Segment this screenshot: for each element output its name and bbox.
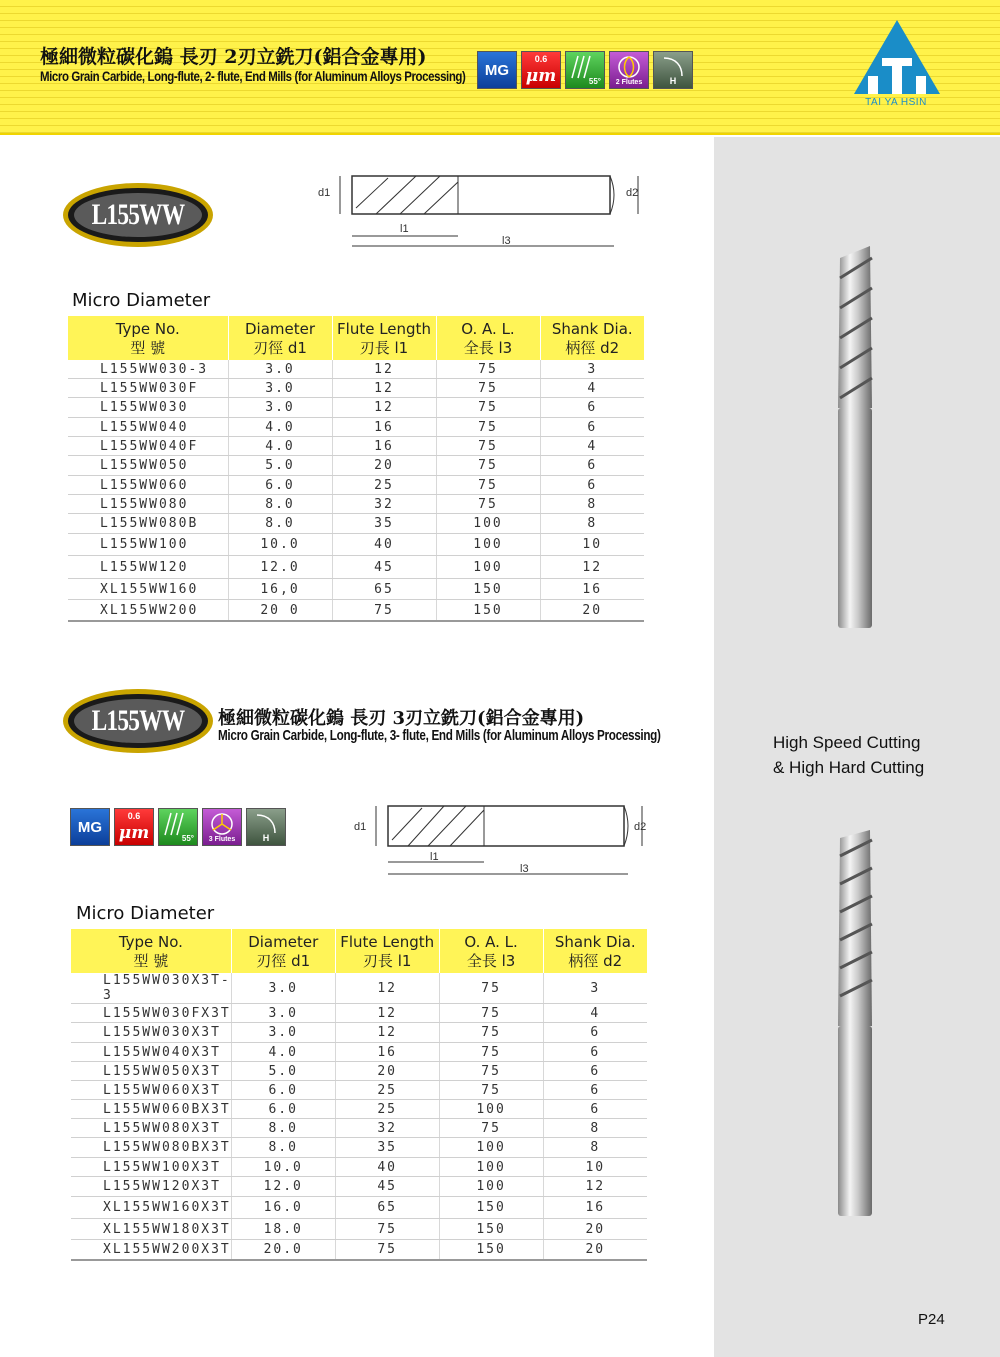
table-cell: 12.0: [231, 1177, 335, 1197]
table-cell: 8: [543, 1119, 647, 1138]
table-cell: 4: [540, 437, 644, 456]
column-header-zh: 刃長 l1: [362, 952, 412, 970]
table-cell: 6.0: [228, 476, 332, 495]
column-header-zh: 刃長 l1: [359, 339, 409, 357]
table-cell: XL155WW180X3T: [71, 1219, 231, 1240]
table-row: [71, 1158, 647, 1177]
table-cell: L155WW120X3T: [71, 1177, 231, 1197]
table-row: [68, 360, 644, 379]
micron-icon: 0.6 μm: [114, 808, 154, 846]
table-cell: 12: [332, 360, 436, 379]
table-row: [71, 1043, 647, 1062]
table-cell: 3.0: [231, 1004, 335, 1023]
table-cell: 3: [543, 973, 647, 1004]
table-cell: L155WW060BX3T: [71, 1100, 231, 1119]
table-cell: 3: [540, 360, 644, 379]
table-row: [68, 398, 644, 418]
table-cell: 6: [543, 1043, 647, 1062]
table-cell: 45: [335, 1177, 439, 1197]
table-cell: 6: [540, 398, 644, 418]
helix-angle-icon: 55°: [565, 51, 605, 89]
column-header: [540, 316, 644, 360]
helix-angle-icon: 55°: [158, 808, 198, 846]
three-flutes-icon: 3 Flutes: [202, 808, 242, 846]
table-cell: 20: [335, 1062, 439, 1081]
two-flutes-icon: 2 Flutes: [609, 51, 649, 89]
table-cell: 75: [436, 476, 540, 495]
table-cell: 12.0: [228, 556, 332, 579]
table-row: [68, 514, 644, 534]
table-row: [68, 600, 644, 622]
table-cell: 16: [543, 1197, 647, 1219]
table-cell: 16: [335, 1043, 439, 1062]
table-cell: 10: [540, 534, 644, 556]
table-cell: 20: [332, 456, 436, 476]
table-cell: 12: [332, 398, 436, 418]
table-cell: 20: [543, 1219, 647, 1240]
column-header-en: Flute Length: [337, 320, 431, 338]
table-cell: 150: [439, 1197, 543, 1219]
company-logo-text: TAI YA HSIN: [865, 97, 927, 108]
table-cell: 10.0: [228, 534, 332, 556]
table-cell: 100: [439, 1138, 543, 1158]
table-cell: XL155WW160: [68, 579, 228, 600]
table-cell: 75: [439, 1062, 543, 1081]
table-cell: 6.0: [231, 1100, 335, 1119]
table-cell: L155WW080: [68, 495, 228, 514]
column-header-zh: 型 號: [130, 339, 166, 357]
table-row: [71, 1119, 647, 1138]
table-cell: L155WW050: [68, 456, 228, 476]
table-row: [71, 1177, 647, 1197]
column-header: [231, 929, 335, 973]
spec-table-1: [68, 316, 644, 622]
d2-label: d2: [634, 821, 647, 833]
table-cell: 10.0: [231, 1158, 335, 1177]
table-row: [71, 1100, 647, 1119]
column-header-zh: 柄徑 d2: [565, 339, 620, 357]
table-cell: 65: [332, 579, 436, 600]
column-header-zh: 刃徑 d1: [253, 339, 307, 357]
table-row: [71, 1197, 647, 1219]
table-cell: 3.0: [228, 398, 332, 418]
table-cell: 8: [540, 495, 644, 514]
table-cell: 100: [436, 556, 540, 579]
side-caption: [773, 730, 924, 780]
table-cell: 75: [436, 360, 540, 379]
column-header: [332, 316, 436, 360]
table-cell: 35: [335, 1138, 439, 1158]
table-cell: 75: [436, 495, 540, 514]
page-number: P24: [918, 1311, 945, 1328]
table-cell: 75: [439, 1004, 543, 1023]
table-cell: 150: [436, 579, 540, 600]
table-cell: L155WW030X3T: [71, 1023, 231, 1043]
mg-icon: MG: [477, 51, 517, 89]
table-cell: L155WW040X3T: [71, 1043, 231, 1062]
l1-label: l1: [430, 851, 439, 863]
badge-text-1: L155WW: [91, 198, 185, 231]
column-header-en: Diameter: [248, 933, 319, 951]
d1-label: d1: [354, 821, 367, 833]
two-flute-endmill-image: [826, 238, 886, 630]
page-title-zh: 極細微粒碳化鎢 長刃 2刃立銑刀(鋁合金專用): [40, 46, 427, 68]
column-header: [335, 929, 439, 973]
column-header-en: Flute Length: [340, 933, 435, 951]
column-header-en: Shank Dia.: [554, 933, 636, 951]
table-cell: 4.0: [228, 418, 332, 437]
table-cell: 75: [439, 1043, 543, 1062]
table-cell: 6: [540, 456, 644, 476]
table-cell: 20.0: [231, 1240, 335, 1261]
column-header-en: Diameter: [244, 320, 316, 338]
column-header: [439, 929, 543, 973]
table-row: [71, 1023, 647, 1043]
table-cell: 75: [436, 437, 540, 456]
table-cell: 5.0: [228, 456, 332, 476]
badge-text-2: L155WW: [91, 704, 185, 737]
feature-icons-2: [70, 808, 286, 846]
subtitle-micro-diameter-2: Micro Diameter: [76, 903, 215, 924]
table-cell: 3.0: [231, 1023, 335, 1043]
table-row: [68, 456, 644, 476]
table-cell: L155WW030: [68, 398, 228, 418]
table-cell: 16: [540, 579, 644, 600]
table-row: [71, 1081, 647, 1100]
table-cell: L155WW050X3T: [71, 1062, 231, 1081]
table-cell: 100: [436, 514, 540, 534]
table-header-row: [68, 316, 644, 360]
table-cell: 4.0: [231, 1043, 335, 1062]
table-cell: 100: [439, 1177, 543, 1197]
table-cell: 8.0: [228, 514, 332, 534]
table-header-row: [71, 929, 647, 973]
table-cell: 8.0: [231, 1119, 335, 1138]
table-cell: 3.0: [231, 973, 335, 1004]
column-header: [71, 929, 231, 973]
table-cell: L155WW100: [68, 534, 228, 556]
table-cell: 25: [335, 1100, 439, 1119]
column-header-zh: 型 號: [133, 952, 169, 970]
column-header: [228, 316, 332, 360]
column-header-zh: 刃徑 d1: [256, 952, 311, 970]
side-caption-line1: High Speed Cutting: [773, 733, 921, 752]
table-cell: 6: [543, 1081, 647, 1100]
table-row: [68, 556, 644, 579]
table-cell: 40: [332, 534, 436, 556]
table-cell: 75: [436, 379, 540, 398]
table-cell: 8: [543, 1138, 647, 1158]
table-cell: XL155WW200X3T: [71, 1240, 231, 1261]
table-cell: 12: [543, 1177, 647, 1197]
subtitle-micro-diameter-1: Micro Diameter: [72, 290, 211, 311]
table-cell: 40: [335, 1158, 439, 1177]
table-cell: 75: [436, 418, 540, 437]
side-caption-line2: & High Hard Cutting: [773, 758, 925, 777]
table-row: [71, 1062, 647, 1081]
section2-title-zh: 極細微粒碳化鎢 長刃 3刃立銑刀(鋁合金專用): [218, 708, 585, 729]
table-row: [68, 437, 644, 456]
d2-label: d2: [626, 187, 639, 199]
table-cell: 8.0: [231, 1138, 335, 1158]
column-header-en: Type No.: [115, 320, 180, 338]
table-cell: 6: [540, 476, 644, 495]
table-row: [68, 476, 644, 495]
table-cell: 75: [332, 600, 436, 622]
table-cell: 6.0: [231, 1081, 335, 1100]
table-cell: 65: [335, 1197, 439, 1219]
table-cell: 75: [439, 1081, 543, 1100]
dimension-diagram-2: [348, 800, 658, 882]
table-cell: XL155WW200: [68, 600, 228, 622]
table-row: [71, 1240, 647, 1261]
l1-label: l1: [400, 223, 409, 235]
table-cell: L155WW030-3: [68, 360, 228, 379]
company-logo-icon: [852, 18, 942, 108]
table-row: [71, 1138, 647, 1158]
table-row: [68, 379, 644, 398]
table-cell: L155WW080X3T: [71, 1119, 231, 1138]
table-cell: 20: [540, 600, 644, 622]
column-header-en: Type No.: [118, 933, 183, 951]
table-cell: 150: [436, 600, 540, 622]
table-cell: 16,0: [228, 579, 332, 600]
column-header: [68, 316, 228, 360]
table-cell: L155WW120: [68, 556, 228, 579]
table-cell: L155WW030X3T-3: [71, 973, 231, 1004]
table-row: [68, 418, 644, 437]
table-cell: 32: [335, 1119, 439, 1138]
table-row: [68, 579, 644, 600]
table-cell: 10: [543, 1158, 647, 1177]
column-header-zh: 全長 l3: [466, 952, 516, 970]
table-row: [71, 1004, 647, 1023]
column-header-en: O. A. L.: [461, 320, 515, 338]
table-cell: 12: [332, 379, 436, 398]
table-cell: 16: [332, 437, 436, 456]
table-cell: 32: [332, 495, 436, 514]
table-cell: 75: [436, 398, 540, 418]
table-cell: 16.0: [231, 1197, 335, 1219]
table-cell: 12: [335, 1004, 439, 1023]
table-cell: 5.0: [231, 1062, 335, 1081]
table-cell: 4: [540, 379, 644, 398]
product-badge-1: [62, 182, 214, 248]
table-cell: 35: [332, 514, 436, 534]
table-cell: 16: [332, 418, 436, 437]
table-cell: 75: [335, 1240, 439, 1261]
table-cell: L155WW100X3T: [71, 1158, 231, 1177]
three-flute-endmill-image: [826, 826, 886, 1218]
table-cell: 6: [543, 1062, 647, 1081]
table-cell: 75: [439, 1023, 543, 1043]
table-cell: 150: [439, 1219, 543, 1240]
d1-label: d1: [318, 187, 331, 199]
column-header: [436, 316, 540, 360]
table-cell: 3.0: [228, 379, 332, 398]
table-cell: 4: [543, 1004, 647, 1023]
table-cell: 100: [439, 1100, 543, 1119]
table-cell: 75: [436, 456, 540, 476]
table-cell: L155WW030FX3T: [71, 1004, 231, 1023]
column-header-en: Shank Dia.: [551, 320, 633, 338]
table-cell: 75: [439, 973, 543, 1004]
l3-label: l3: [520, 863, 529, 875]
table-cell: 6: [543, 1100, 647, 1119]
table-cell: 18.0: [231, 1219, 335, 1240]
table-cell: 8.0: [228, 495, 332, 514]
table-cell: L155WW060X3T: [71, 1081, 231, 1100]
l3-label: l3: [502, 235, 511, 247]
column-header-zh: 全長 l3: [463, 339, 513, 357]
table-cell: L155WW080B: [68, 514, 228, 534]
table-cell: 4.0: [228, 437, 332, 456]
table-row: [71, 973, 647, 1004]
table-row: [71, 1219, 647, 1240]
table-cell: 6: [543, 1023, 647, 1043]
table-cell: 12: [335, 1023, 439, 1043]
table-cell: L155WW060: [68, 476, 228, 495]
hardness-icon: H: [246, 808, 286, 846]
column-header-en: O. A. L.: [464, 933, 518, 951]
table-cell: 3.0: [228, 360, 332, 379]
hardness-icon: H: [653, 51, 693, 89]
table-cell: 20: [543, 1240, 647, 1261]
table-cell: 8: [540, 514, 644, 534]
table-cell: 75: [439, 1119, 543, 1138]
table-cell: 45: [332, 556, 436, 579]
page-title-en: Micro Grain Carbide, Long-flute, 2- flute, End Mills (for Aluminum Alloys Processing): [40, 68, 466, 84]
section2-title-en: Micro Grain Carbide, Long-flute, 3- flute, End Mills (for Aluminum Alloys Processing): [218, 727, 661, 744]
micron-icon: 0.6 μm: [521, 51, 561, 89]
table-cell: 100: [439, 1158, 543, 1177]
table-cell: 12: [540, 556, 644, 579]
table-cell: 25: [332, 476, 436, 495]
column-header: [543, 929, 647, 973]
table-cell: 100: [436, 534, 540, 556]
table-row: [68, 534, 644, 556]
table-cell: 75: [335, 1219, 439, 1240]
table-cell: 150: [439, 1240, 543, 1261]
table-cell: L155WW040F: [68, 437, 228, 456]
table-cell: 25: [335, 1081, 439, 1100]
product-badge-2: [62, 688, 214, 754]
table-cell: 20 0: [228, 600, 332, 622]
table-cell: L155WW040: [68, 418, 228, 437]
table-cell: XL155WW160X3T: [71, 1197, 231, 1219]
mg-icon: MG: [70, 808, 110, 846]
table-cell: 12: [335, 973, 439, 1004]
table-cell: L155WW030F: [68, 379, 228, 398]
column-header-zh: 柄徑 d2: [568, 952, 623, 970]
feature-icons-1: [477, 51, 693, 89]
spec-table-2: [71, 929, 647, 1261]
table-row: [68, 495, 644, 514]
table-cell: L155WW080BX3T: [71, 1138, 231, 1158]
dimension-diagram-1: [314, 168, 654, 250]
table-cell: 6: [540, 418, 644, 437]
